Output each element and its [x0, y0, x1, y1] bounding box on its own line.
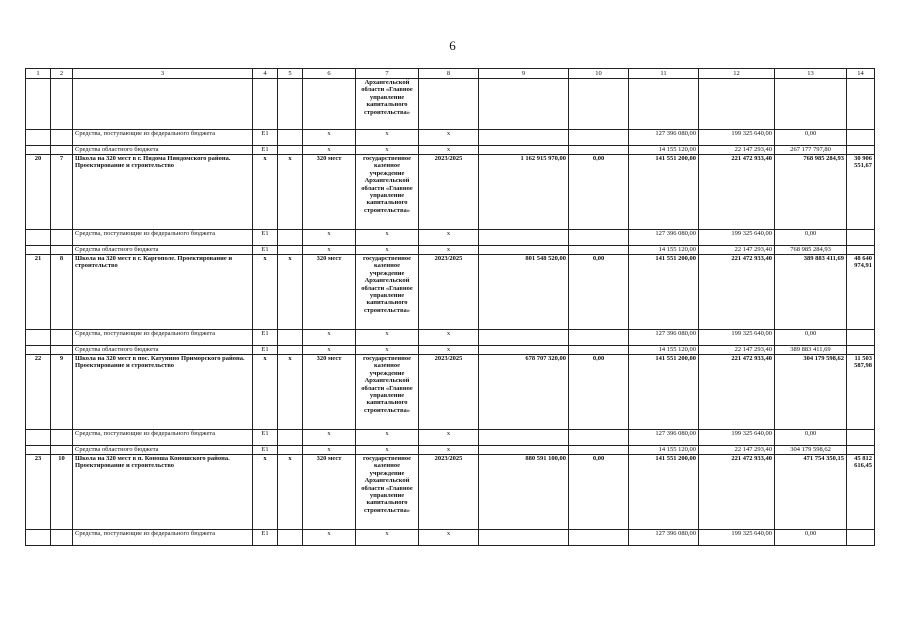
- empty-cell: [569, 79, 629, 130]
- funding-amount-2024: 199 325 640,00: [699, 330, 775, 346]
- object-x: x: [253, 255, 278, 330]
- customer-cell: государственное казенное учреждение Архангельской области «Главное управление капитального строительства»: [356, 255, 419, 330]
- funding-x: x: [356, 530, 419, 546]
- empty-cell: [26, 430, 51, 446]
- funding-amount-2025: 768 985 284,93: [775, 246, 847, 255]
- page-number: 6: [449, 38, 456, 53]
- empty-cell: [278, 530, 303, 546]
- empty-cell: [479, 79, 569, 130]
- empty-cell: [569, 430, 629, 446]
- funding-amount-2025: 304 179 598,62: [775, 446, 847, 455]
- row-number: 20: [26, 155, 51, 230]
- funding-x: x: [356, 346, 419, 355]
- funding-source-label: Средства, поступающие из федерального бюджета: [73, 430, 253, 446]
- object-amount-2024: 221 472 933,40: [699, 155, 775, 230]
- customer-cell: государственное казенное учреждение Архангельской области «Главное управление капитального строительства»: [356, 155, 419, 230]
- customer-cell: государственное казенное учреждение Архангельской области «Главное управление капитального строительства»: [356, 455, 419, 530]
- funding-code: E1: [253, 330, 278, 346]
- empty-cell: [479, 530, 569, 546]
- funding-amount-2024: 199 325 640,00: [699, 230, 775, 246]
- object-amount-2025: 304 179 598,62: [775, 355, 847, 430]
- empty-cell: [26, 230, 51, 246]
- continuation-row: [26, 79, 875, 130]
- funding-amount-2023: 14 155 120,00: [629, 446, 699, 455]
- funding-amount-2024: 199 325 640,00: [699, 130, 775, 146]
- object-amount-col14: 48 640 974,91: [847, 255, 875, 330]
- object-value-col10: 0,00: [569, 155, 629, 230]
- empty-cell: [26, 146, 51, 155]
- empty-cell: [26, 446, 51, 455]
- empty-cell: [278, 130, 303, 146]
- funding-x: x: [356, 430, 419, 446]
- empty-cell: [847, 430, 875, 446]
- empty-cell: [51, 346, 73, 355]
- object-amount-2024: 221 472 933,40: [699, 255, 775, 330]
- funding-amount-2024: 22 147 293,40: [699, 246, 775, 255]
- empty-cell: [479, 246, 569, 255]
- column-header: 7: [356, 69, 419, 79]
- funding-code: E1: [253, 130, 278, 146]
- column-header-row: [26, 69, 875, 79]
- funding-code: E1: [253, 530, 278, 546]
- empty-cell: [569, 346, 629, 355]
- object-number: 9: [51, 355, 73, 430]
- funding-source-label: Средства, поступающие из федерального бюджета: [73, 330, 253, 346]
- empty-cell: [775, 79, 847, 130]
- object-x: x: [253, 155, 278, 230]
- funding-x: x: [419, 146, 479, 155]
- empty-cell: [847, 130, 875, 146]
- object-total-cost: 880 591 100,00: [479, 455, 569, 530]
- object-value-col10: 0,00: [569, 455, 629, 530]
- empty-cell: [51, 130, 73, 146]
- funding-x: x: [419, 230, 479, 246]
- empty-cell: [479, 430, 569, 446]
- empty-cell: [479, 130, 569, 146]
- empty-cell: [73, 79, 253, 130]
- funding-x: x: [419, 430, 479, 446]
- empty-cell: [847, 230, 875, 246]
- object-total-cost: 1 162 915 970,00: [479, 155, 569, 230]
- object-x: x: [253, 355, 278, 430]
- empty-cell: [847, 446, 875, 455]
- funding-amount-2023: 127 396 080,00: [629, 130, 699, 146]
- column-header: 8: [419, 69, 479, 79]
- empty-cell: [51, 530, 73, 546]
- object-title: Школа на 320 мест в г. Нядома Няндомского района. Проектирование и строительство: [73, 155, 253, 230]
- object-amount-2025: 471 754 350,15: [775, 455, 847, 530]
- funding-x: x: [419, 130, 479, 146]
- empty-cell: [847, 346, 875, 355]
- empty-cell: [847, 530, 875, 546]
- funding-x: x: [356, 446, 419, 455]
- funding-amount-2025: 0,00: [775, 230, 847, 246]
- empty-cell: [51, 230, 73, 246]
- column-header: 5: [278, 69, 303, 79]
- object-title: Школа на 320 мест в г. Каргополе. Проектирование и строительство: [73, 255, 253, 330]
- empty-cell: [26, 79, 51, 130]
- empty-cell: [278, 230, 303, 246]
- empty-cell: [699, 79, 775, 130]
- object-amount-2023: 141 551 200,00: [629, 255, 699, 330]
- funding-row: [26, 230, 875, 246]
- object-title: Школа на 320 мест в п. Коноша Коношского района. Проектирование и строительство: [73, 455, 253, 530]
- empty-cell: [51, 446, 73, 455]
- funding-code: E1: [253, 430, 278, 446]
- object-capacity: 320 мест: [303, 255, 356, 330]
- funding-row: [26, 330, 875, 346]
- funding-amount-2025: 0,00: [775, 530, 847, 546]
- funding-code: E1: [253, 146, 278, 155]
- object-x: x: [253, 455, 278, 530]
- column-header: 3: [73, 69, 253, 79]
- funding-row: [26, 446, 875, 455]
- column-header: 11: [629, 69, 699, 79]
- object-row: [26, 355, 875, 430]
- empty-cell: [479, 446, 569, 455]
- object-row: [26, 455, 875, 530]
- funding-amount-2023: 127 396 080,00: [629, 230, 699, 246]
- funding-x: x: [419, 446, 479, 455]
- empty-cell: [847, 79, 875, 130]
- empty-cell: [419, 79, 479, 130]
- funding-amount-2025: 0,00: [775, 330, 847, 346]
- empty-cell: [51, 430, 73, 446]
- funding-x: x: [356, 130, 419, 146]
- funding-x: x: [303, 430, 356, 446]
- object-period: 2023/2025: [419, 255, 479, 330]
- empty-cell: [278, 330, 303, 346]
- customer-cell: государственное казенное учреждение Архангельской области «Главное управление капитального строительства»: [356, 355, 419, 430]
- funding-row: [26, 530, 875, 546]
- funding-row: [26, 246, 875, 255]
- empty-cell: [278, 446, 303, 455]
- funding-amount-2024: 22 147 293,40: [699, 146, 775, 155]
- empty-cell: [51, 330, 73, 346]
- column-header: 1: [26, 69, 51, 79]
- empty-cell: [569, 130, 629, 146]
- empty-cell: [278, 146, 303, 155]
- column-header: 6: [303, 69, 356, 79]
- column-header: 9: [479, 69, 569, 79]
- funding-row: [26, 430, 875, 446]
- empty-cell: [278, 346, 303, 355]
- empty-cell: [847, 146, 875, 155]
- empty-cell: [26, 346, 51, 355]
- object-amount-col14: 45 812 616,45: [847, 455, 875, 530]
- empty-cell: [26, 530, 51, 546]
- object-value-col10: 0,00: [569, 355, 629, 430]
- row-number: 23: [26, 455, 51, 530]
- funding-source-label: Средства, поступающие из федерального бюджета: [73, 530, 253, 546]
- object-amount-col14: 30 906 551,67: [847, 155, 875, 230]
- empty-cell: [847, 246, 875, 255]
- funding-amount-2023: 14 155 120,00: [629, 346, 699, 355]
- funding-x: x: [419, 330, 479, 346]
- object-x: x: [278, 155, 303, 230]
- row-number: 21: [26, 255, 51, 330]
- funding-x: x: [303, 346, 356, 355]
- empty-cell: [278, 246, 303, 255]
- funding-amount-2025: 0,00: [775, 130, 847, 146]
- empty-cell: [569, 446, 629, 455]
- funding-x: x: [356, 330, 419, 346]
- empty-cell: [51, 146, 73, 155]
- empty-cell: [569, 230, 629, 246]
- object-period: 2023/2025: [419, 455, 479, 530]
- empty-cell: [479, 146, 569, 155]
- funding-x: x: [419, 530, 479, 546]
- column-header: 14: [847, 69, 875, 79]
- object-amount-2025: 768 985 284,93: [775, 155, 847, 230]
- object-total-cost: 678 707 320,00: [479, 355, 569, 430]
- object-amount-2024: 221 472 933,40: [699, 355, 775, 430]
- object-number: 10: [51, 455, 73, 530]
- column-header: 10: [569, 69, 629, 79]
- object-period: 2023/2025: [419, 155, 479, 230]
- funding-amount-2023: 14 155 120,00: [629, 246, 699, 255]
- empty-cell: [479, 346, 569, 355]
- column-header: 2: [51, 69, 73, 79]
- object-amount-2023: 141 551 200,00: [629, 355, 699, 430]
- empty-cell: [847, 330, 875, 346]
- object-title: Школа на 320 мест в пос. Катунино Приморского района. Проектирование и строительство: [73, 355, 253, 430]
- empty-cell: [51, 246, 73, 255]
- funding-amount-2023: 14 155 120,00: [629, 146, 699, 155]
- funding-x: x: [303, 246, 356, 255]
- object-amount-2023: 141 551 200,00: [629, 155, 699, 230]
- funding-amount-2024: 22 147 293,40: [699, 346, 775, 355]
- funding-code: E1: [253, 346, 278, 355]
- funding-code: E1: [253, 230, 278, 246]
- object-amount-2023: 141 551 200,00: [629, 455, 699, 530]
- funding-amount-2023: 127 396 080,00: [629, 330, 699, 346]
- object-x: x: [278, 255, 303, 330]
- funding-x: x: [303, 130, 356, 146]
- funding-amount-2025: 389 883 411,69: [775, 346, 847, 355]
- object-row: [26, 255, 875, 330]
- empty-cell: [569, 330, 629, 346]
- empty-cell: [26, 246, 51, 255]
- funding-x: x: [419, 346, 479, 355]
- funding-source-label: Средства областного бюджета: [73, 346, 253, 355]
- funding-amount-2025: 267 177 797,80: [775, 146, 847, 155]
- funding-code: E1: [253, 246, 278, 255]
- empty-cell: [278, 79, 303, 130]
- empty-cell: [479, 330, 569, 346]
- funding-x: x: [356, 246, 419, 255]
- funding-x: x: [303, 230, 356, 246]
- object-number: 8: [51, 255, 73, 330]
- funding-source-label: Средства областного бюджета: [73, 246, 253, 255]
- funding-x: x: [303, 146, 356, 155]
- funding-source-label: Средства областного бюджета: [73, 146, 253, 155]
- funding-x: x: [356, 146, 419, 155]
- funding-amount-2023: 127 396 080,00: [629, 530, 699, 546]
- empty-cell: [253, 79, 278, 130]
- object-period: 2023/2025: [419, 355, 479, 430]
- funding-x: x: [303, 330, 356, 346]
- funding-amount-2024: 22 147 293,40: [699, 446, 775, 455]
- object-amount-2025: 389 883 411,69: [775, 255, 847, 330]
- row-number: 22: [26, 355, 51, 430]
- funding-row: [26, 130, 875, 146]
- object-x: x: [278, 455, 303, 530]
- object-amount-col14: 11 503 587,98: [847, 355, 875, 430]
- funding-x: x: [356, 230, 419, 246]
- object-capacity: 320 мест: [303, 155, 356, 230]
- empty-cell: [278, 430, 303, 446]
- column-header: 12: [699, 69, 775, 79]
- funding-amount-2024: 199 325 640,00: [699, 530, 775, 546]
- object-capacity: 320 мест: [303, 455, 356, 530]
- funding-amount-2024: 199 325 640,00: [699, 430, 775, 446]
- object-row: [26, 155, 875, 230]
- object-amount-2024: 221 472 933,40: [699, 455, 775, 530]
- funding-source-label: Средства областного бюджета: [73, 446, 253, 455]
- object-x: x: [278, 355, 303, 430]
- empty-cell: [26, 130, 51, 146]
- funding-code: E1: [253, 446, 278, 455]
- funding-source-label: Средства, поступающие из федерального бюджета: [73, 130, 253, 146]
- empty-cell: [26, 330, 51, 346]
- funding-amount-2025: 0,00: [775, 430, 847, 446]
- object-value-col10: 0,00: [569, 255, 629, 330]
- funding-row: [26, 146, 875, 155]
- customer-cell: Архангельской области «Главное управление капитального строительства»: [356, 79, 419, 130]
- empty-cell: [569, 146, 629, 155]
- funding-x: x: [303, 446, 356, 455]
- funding-source-label: Средства, поступающие из федерального бюджета: [73, 230, 253, 246]
- object-total-cost: 801 548 520,00: [479, 255, 569, 330]
- funding-x: x: [303, 530, 356, 546]
- empty-cell: [569, 530, 629, 546]
- funding-amount-2023: 127 396 080,00: [629, 430, 699, 446]
- object-number: 7: [51, 155, 73, 230]
- budget-table: [25, 68, 875, 546]
- empty-cell: [51, 79, 73, 130]
- empty-cell: [569, 246, 629, 255]
- empty-cell: [303, 79, 356, 130]
- empty-cell: [479, 230, 569, 246]
- funding-x: x: [419, 246, 479, 255]
- empty-cell: [629, 79, 699, 130]
- column-header: 4: [253, 69, 278, 79]
- funding-row: [26, 346, 875, 355]
- column-header: 13: [775, 69, 847, 79]
- object-capacity: 320 мест: [303, 355, 356, 430]
